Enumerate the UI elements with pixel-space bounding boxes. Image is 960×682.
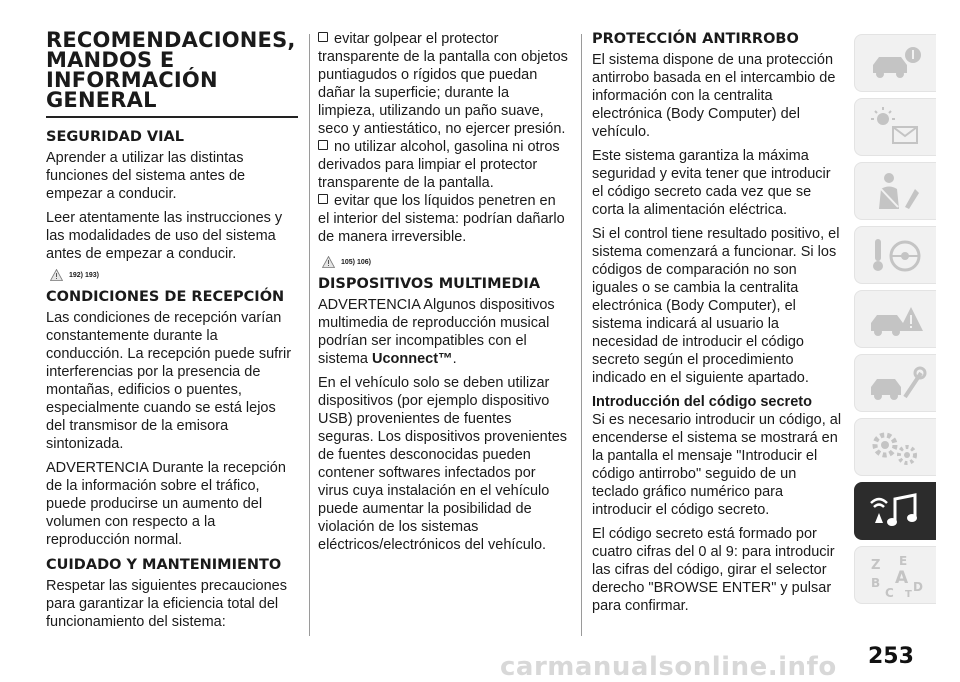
paragraph: Si es necesario introducir un código, al encenderse el sistema se mostrará en la pantalla el mensaje "Introducir el código antirrobo" seguido de un teclado gráfico numérico para introducir el código secreto.	[592, 412, 842, 518]
warning-reference	[50, 269, 298, 281]
section-title-proteccion: PROTECCIÓN ANTIRROBO	[592, 31, 799, 47]
seatbelt-airbag-icon	[865, 169, 927, 215]
index-icon	[865, 553, 927, 599]
list-item-text: evitar golpear el protector transparente de la pantalla con objetos puntiagudos o rígidos que puedan dañar la superficie; durante la limpieza, utilizando un paño suave, seco y antiestático, no ejercer presión.	[318, 31, 568, 137]
bullet-box-icon	[318, 194, 328, 204]
index-letter: E	[899, 554, 908, 568]
paragraph: El sistema dispone de una protección antirrobo basada en el intercambio de información con la centralita electrónica (Body Computer) del vehículo.	[592, 52, 836, 140]
watermark: carmanualsonline.info	[500, 652, 837, 682]
warning-refs: 105) 106)	[341, 258, 371, 266]
paragraph: Respetar las siguientes precauciones para garantizar la eficiencia total del funcionamiento del sistema:	[46, 578, 287, 630]
multimedia-icon	[865, 489, 927, 535]
column-divider-2	[581, 34, 582, 636]
tab-emergency[interactable]	[854, 290, 936, 348]
bullet-box-icon	[318, 32, 328, 42]
warning-reference	[322, 256, 570, 268]
key-steering-icon	[865, 233, 927, 279]
list-item	[318, 30, 570, 138]
chapter-title: RECOMENDACIONES, MANDOS E INFORMACIÓN GENERAL	[46, 30, 298, 118]
column-divider-1	[309, 34, 310, 636]
page-number: 253	[868, 644, 914, 669]
warning-triangle-icon	[50, 269, 63, 281]
warning-refs: 192) 193)	[69, 271, 99, 279]
index-letter: D	[913, 580, 923, 594]
section-title-seguridad-vial: SEGURIDAD VIAL	[46, 129, 185, 145]
section-title-cuidado: CUIDADO Y MANTENIMIENTO	[46, 557, 282, 573]
paragraph: Aprender a utilizar las distintas funciones del sistema antes de empezar a conducir.	[46, 150, 246, 202]
paragraph: ADVERTENCIA Durante la recepción de la información sobre el tráfico, puede producirse un aumento del volumen con respecto a la reproducción normal.	[46, 460, 286, 548]
column-middle	[318, 30, 570, 560]
index-letter: B	[871, 576, 881, 590]
paragraph: En el vehículo solo se deben utilizar dispositivos (por ejemplo dispositivo USB) provenientes de fuentes seguras. Los dispositivos provenientes de fuentes desconocidas pueden contener softwares infectados por virus cuya instalación en el vehículo puede aumentar la posibilidad de violación de los sistemas eléctricos/electrónicos del vehículo.	[318, 375, 568, 553]
warning-triangle-icon	[322, 256, 335, 268]
paragraph: Este sistema garantiza la máxima seguridad y evita tener que introducir el código secreto cada vez que se corta la alimentación eléctrica.	[592, 148, 831, 218]
tab-driving[interactable]	[854, 226, 936, 284]
list-item	[318, 138, 570, 192]
subsection-title: Introducción del código secreto	[592, 394, 812, 410]
index-letter: T	[905, 589, 912, 599]
list-item	[318, 192, 570, 246]
section-title-dispositivos: DISPOSITIVOS MULTIMEDIA	[318, 276, 541, 292]
paragraph: El código secreto está formado por cuatro cifras del 0 al 9: para introducir las cifras del código, girar el selector derecho "BROWSE ENTER" y pulsar para confirmar.	[592, 526, 835, 614]
product-name: Uconnect™	[372, 351, 453, 367]
paragraph: Leer atentamente las instrucciones y las modalidades de uso del sistema antes de empezar a conducir.	[46, 210, 283, 262]
text-span: .	[452, 351, 457, 367]
text-span: ADVERTENCIA Algunos dispositivos multimedia de reproducción musical podrían ser incompatibles con el sistema	[318, 297, 555, 367]
list-item-text: evitar que los líquidos penetren en el interior del sistema: podrían dañarlo de manera irreversible.	[318, 193, 565, 245]
maintenance-icon	[865, 361, 927, 407]
specifications-icon	[865, 425, 927, 471]
bullet-box-icon	[318, 140, 328, 150]
tab-maintenance[interactable]	[854, 354, 936, 412]
tab-multimedia[interactable]	[854, 482, 936, 540]
section-title-condiciones: CONDICIONES DE RECEPCIÓN	[46, 289, 285, 305]
paragraph	[318, 296, 570, 368]
list-item-text: no utilizar alcohol, gasolina ni otros derivados para limpiar el protector transparente de la pantalla.	[318, 139, 560, 191]
index-letter: A	[895, 568, 909, 588]
tab-index[interactable]	[854, 546, 936, 604]
tab-car-info[interactable]	[854, 34, 936, 92]
emergency-icon	[865, 297, 927, 343]
index-letter: C	[885, 586, 894, 599]
tab-specifications[interactable]	[854, 418, 936, 476]
warning-lights-icon	[865, 105, 927, 151]
paragraph: Las condiciones de recepción varían constantemente durante la conducción. La recepción puede sufrir interferencias por la presencia de montañas, edificios o puentes, especialmente cuando se está lejos del transmisor de la emisora sintonizada.	[46, 310, 292, 452]
tab-warning-lights[interactable]	[854, 98, 936, 156]
car-info-icon	[865, 41, 927, 87]
index-letter: Z	[871, 558, 881, 573]
column-left	[46, 30, 298, 637]
tab-safety[interactable]	[854, 162, 936, 220]
column-right	[592, 30, 844, 621]
paragraph: Si el control tiene resultado positivo, el sistema comenzará a funcionar. Si los códigos de comparación no son iguales o se cambia la centralita electrónica (Body Computer), el sistema indicará al usuario la necesidad de introducir el código secreto según el procedimiento indicado en el siguiente apartado.	[592, 226, 840, 386]
